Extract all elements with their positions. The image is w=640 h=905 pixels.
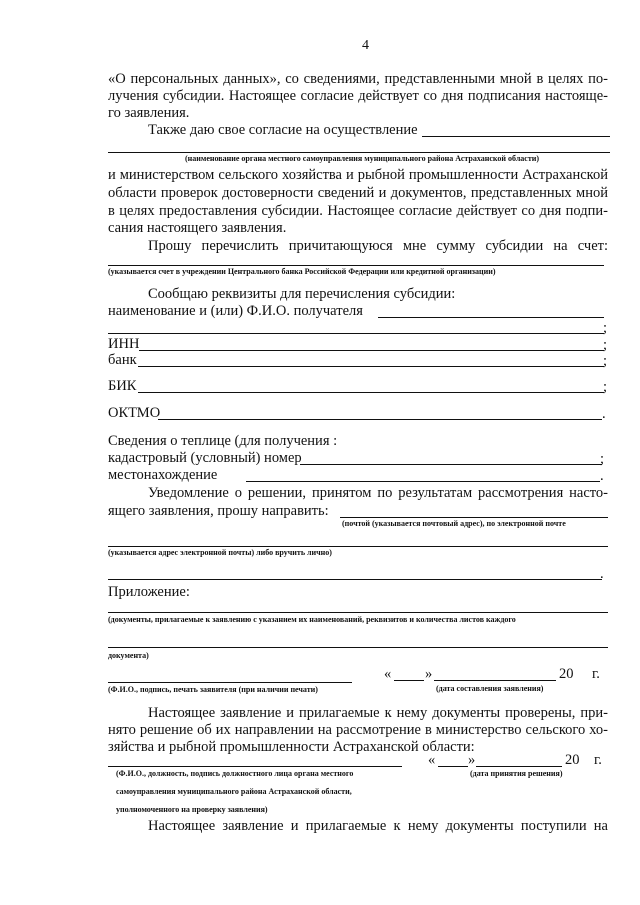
attachment-label: Приложение: [108,584,190,600]
fill-line [422,136,610,137]
caption-applicant: (Ф.И.О., подпись, печать заявителя (при наличии печати) [108,685,318,694]
requisites-intro: Сообщаю реквизиты для перечисления субсидии: [148,286,456,302]
fill-line [108,579,602,580]
cadastral-label: кадастровый (условный) номер [108,450,302,466]
fill-line [434,680,556,681]
date-close-quote: » [468,752,476,768]
page-number: 4 [362,38,369,53]
consent-intro: Также даю свое согласие на осуществление [148,122,418,138]
fill-line [108,612,608,613]
caption-authority: (наименование органа местного самоуправления муниципального района Астраханской области) [185,154,540,163]
caption-date-made: (дата составления заявления) [436,684,544,693]
paragraph-line: лучения субсидии. Настоящее согласие действует со дня подписания настояще- [108,88,608,104]
notify-line: Уведомление о решении, принятом по результатам рассмотрения насто- [148,485,608,501]
fill-line [378,317,604,318]
fill-line [246,481,600,482]
inn-label: ИНН [108,336,140,352]
paragraph-line: в целях предоставления субсидии. Настоящее согласие действует со дня подпи- [108,203,608,219]
paragraph-line: Настоящее заявление и прилагаемые к нему документы поступили на [148,818,608,834]
fill-line [108,682,352,683]
date-open-quote: « [428,752,436,768]
paragraph-line: Настоящее заявление и прилагаемые к нему документы проверены, при- [148,705,608,721]
caption-date-decision: (дата принятия решения) [470,769,563,778]
caption-docs-end: документа) [108,651,149,660]
caption-official: самоуправления муниципального района Астраханской области, [116,787,352,796]
caption-official: (Ф.И.О., должность, подпись должностного лица органа местного [116,769,354,778]
fill-line [138,392,604,393]
location-label: местонахождение [108,467,218,483]
caption-account: (указывается счет в учреждении Центрального банка Российской Федерации или кредитной организации) [108,267,496,276]
caption-docs: (документы, прилагаемые к заявлению с указанием их наименований, реквизитов и количества листов каждого [108,615,516,624]
paragraph-line: зяйства и рыбной промышленности Астраханской области: [108,739,475,755]
paragraph-line: и министерством сельского хозяйства и рыбной промышленности Астраханской [108,167,608,183]
fill-line [138,366,604,367]
year-prefix: 20 [559,666,574,682]
fill-line [108,265,604,266]
fill-line [108,766,402,767]
caption-post: (почтой (указывается почтовый адрес), по электронной почте [342,519,566,528]
fill-line [158,419,602,420]
fill-line [340,517,608,518]
year-suffix: г. [594,752,602,768]
notify-line: ящего заявления, прошу направить: [108,503,329,519]
fill-line [394,680,424,681]
caption-official: уполномоченного на проверку заявления) [116,805,268,814]
paragraph-line: сания настоящего заявления. [108,220,287,236]
fill-line [476,766,562,767]
paragraph-line: «О персональных данных», со сведениями, представленными мной в целях по- [108,71,608,87]
fill-line [108,333,604,334]
paragraph-line: нято решение об их направлении на рассмотрение в министерство сельского хо- [108,722,608,738]
date-open-quote: « [384,666,392,682]
fill-line [139,350,604,351]
fill-line [108,647,608,648]
date-close-quote: » [425,666,433,682]
oktmo-label: ОКТМО [108,405,161,421]
fill-line [108,152,610,153]
greenhouse-intro: Сведения о теплице (для получения : [108,433,338,449]
recipient-label: наименование и (или) Ф.И.О. получателя [108,303,363,319]
bik-label: БИК [108,378,137,394]
fill-line [108,546,608,547]
caption-email: (указывается адрес электронной почты) либо вручить лично) [108,548,332,557]
year-prefix: 20 [565,752,580,768]
year-suffix: г. [592,666,600,682]
transfer-request: Прошу перечислить причитающуюся мне сумму субсидии на счет: [148,238,608,254]
document-page: 4 «О персональных данных», со сведениями, представленными мной в целях по- лучения субсидии. Настоящее согласие действует со дня подписания настояще- го заявления. Также даю свое согласие на осуществление (наименование органа местного самоуправления муниципального района Астраханской области) и министерством сельского хозяйства и рыбной промышленности Астраханской области проверок достоверности сведений и документов, представленных мной в целях предоставления субсидии. Настоящее согласие действует со дня подпи- сания настоящего заявления. Прошу перечислить причитающуюся мне сумму субсидии на счет: (указывается счет в учреждении Центрального банка Российской Федерации или кредитной организации) Сообщаю реквизиты для перечисления субсидии: наименование и (или) Ф.И.О. получателя ; ИНН ; банк ; БИК ; ОКТМО . Сведения о теплице (для получения : кадастровый (условный) номер ; местонахождение . Уведомление о решении, принятом по результатам рассмотрения насто- ящего заявления, прошу направить: (почтой (указывается почтовый адрес), по электронной почте (указывается адрес электронной почты) либо вручить лично) . Приложение: (документы, прилагаемые к заявлению с указанием их наименований, реквизитов и количества листов каждого документа) « » 20 г. (Ф.И.О., подпись, печать заявителя (при наличии печати) (дата составления заявления) Настоящее заявление и прилагаемые к нему документы проверены, при- нято решение об их направлении на рассмотрение в министерство сельского хо- зяйства и рыбной промышленности Астраханской области: « » 20 г. (Ф.И.О., должность, подпись должностного лица органа местного (дата принятия решения) самоуправления муниципального района Астраханской области, уполномоченного на проверку заявления) Настоящее заявление и прилагаемые к нему документы поступили на [108,38,608,834]
paragraph-line: области проверок достоверности сведений и документов, представленных мной [108,185,608,201]
bank-label: банк [108,352,137,368]
fill-line [438,766,468,767]
paragraph-line: го заявления. [108,105,190,121]
fill-line [300,464,602,465]
